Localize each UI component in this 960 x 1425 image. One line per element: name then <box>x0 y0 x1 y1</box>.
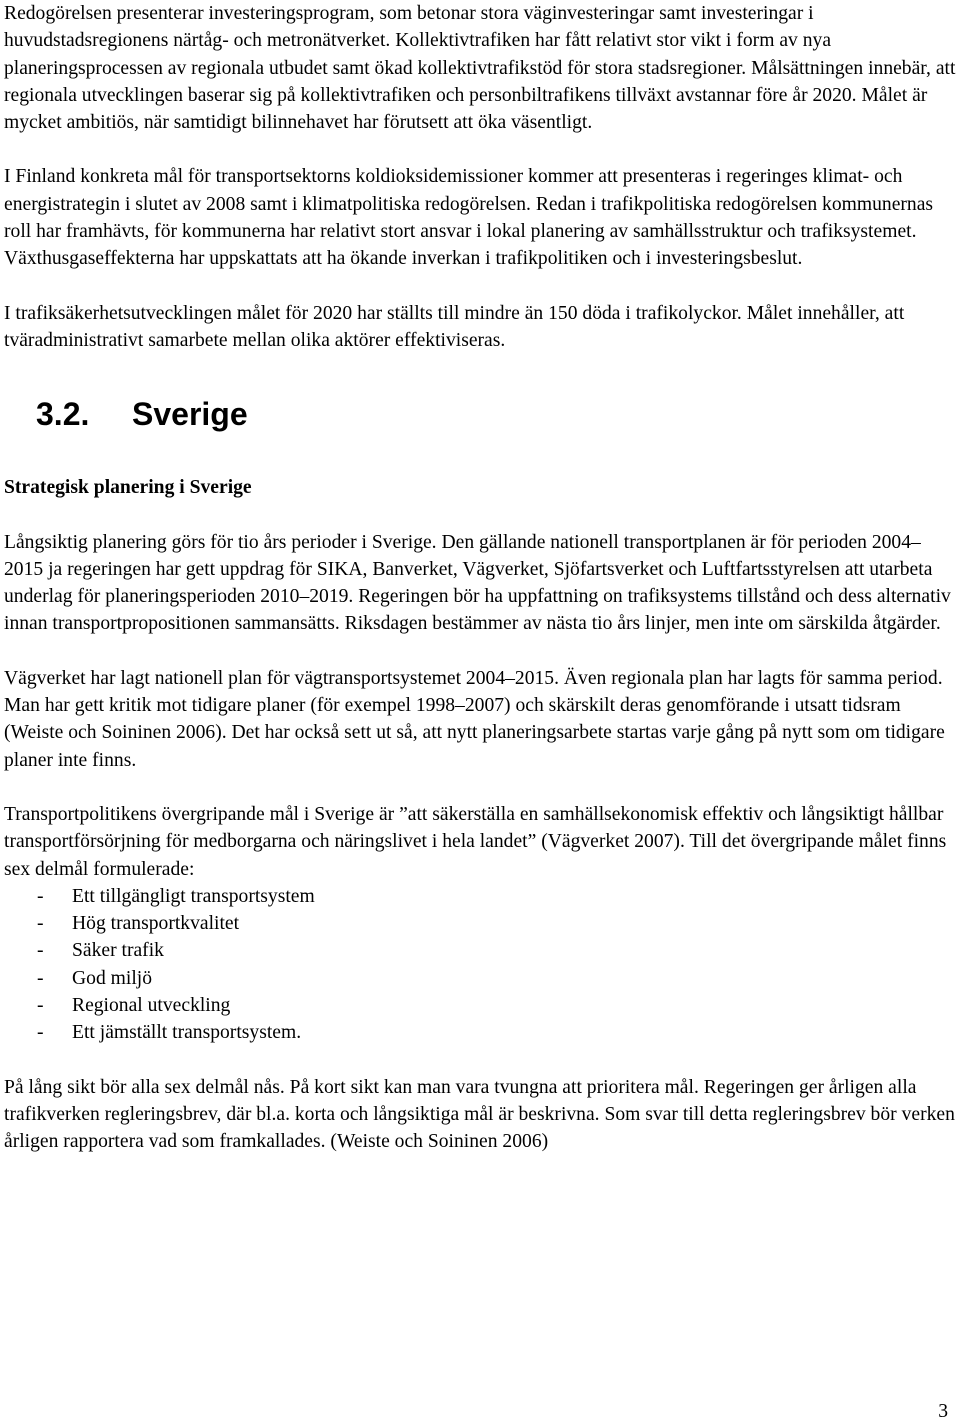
section-number: 3.2. <box>36 396 90 433</box>
list-dash: - <box>37 967 44 989</box>
list-dash: - <box>37 995 44 1017</box>
section-heading <box>36 394 956 434</box>
page-number: 3 <box>938 1401 948 1422</box>
paragraph-finland-safety: I trafiksäkerhetsutvecklingen målet för 2020 har ställts till mindre än 150 döda i trafikolyckor. Målet innehåller, att tväradministrativt samarbete mellan olika aktörer effektiviseras. <box>4 302 905 351</box>
list-item <box>4 965 956 992</box>
document-page <box>4 0 956 1156</box>
list-item <box>4 910 956 937</box>
paragraph-sweden-road-plan: Vägverket har lagt nationell plan för vägtransportsystemet 2004–2015. Även regionala plan har lagts för samma period. Man har gett kritik mot tidigare planer (för exempel 1998–2007) och skärskilt deras genomförande i utsatt tidsram (Weiste och Soininen 2006). Det har också sett ut så, att nytt planeringsarbete startas varje gång på nytt som om tidigare planer inte finns. <box>4 667 945 771</box>
paragraph-finland-investments: Redogörelsen presenterar investeringsprogram, som betonar stora väginvesteringar samt investeringar i huvudstadsregionens närtåg- och metronätverket. Kollektivtrafiken har fått relativt stor vikt i form av nya planeringsprocessen av regionala utbudet samt ökad kollektivtrafikstöd för stora stadsregioner. Målsättningen innebär, att regionala utvecklingen baserar sig på kollektivtrafiken och personbiltrafikens tillväxt avstannar före år 2020. Målet är mycket ambitiös, när samtidigt bilinnehavet har förutsett att öka väsentligt. <box>4 3 956 134</box>
sub-heading: Strategisk planering i Sverige <box>4 477 252 499</box>
list-item-text: Regional utveckling <box>72 995 231 1017</box>
list-dash: - <box>37 1022 44 1044</box>
list-item-text: Ett tillgängligt transportsystem <box>72 885 315 907</box>
list-item-text: Hög transportkvalitet <box>72 913 240 935</box>
section-title: Sverige <box>132 396 248 433</box>
list-item <box>4 1019 956 1046</box>
paragraph-sweden-planning: Långsiktig planering görs för tio års perioder i Sverige. Den gällande nationell transportplanen är för perioden 2004–2015 ja regeringen har gett uppdrag för SIKA, Banverket, Vägverket, Sjöfartsverket och Luftfartsstyrelsen att utarbeta underlag för planeringsperioden 2010–2019. Regeringen bör ha uppfattning on trafiksystems tillstånd och dess alternativ innan transportpropositionen sammansätts. Riksdagen bestämmer av nästa tio års linjer, men inte om särskilda åtgärder. <box>4 531 951 635</box>
list-item-text: Säker trafik <box>72 940 164 962</box>
list-item-text: Ett jämställt transportsystem. <box>72 1022 302 1044</box>
list-dash: - <box>37 913 44 935</box>
list-item <box>4 992 956 1019</box>
goals-list <box>4 883 956 1047</box>
paragraph-sweden-goals-intro: Transportpolitikens övergripande mål i Sverige är ”att säkerställa en samhällsekonomisk effektiv och långsiktigt hållbar transportförsörjning för medborgarna och näringslivet i hela landet” (Vägverket 2007). Till det övergripande målet finns sex delmål formulerade: <box>4 803 947 880</box>
paragraph-finland-emissions: I Finland konkreta mål för transportsektorns koldioksidemissioner kommer att presenteras i regeringes klimat- och energistrategin i slutet av 2008 samt i klimatpolitiska redogörelsen. Redan i trafikpolitiska redogörelsen kommunernas roll har framhävts, för kommunerna har relativt stort ansvar i lokal planering av samhällsstruktur och trafiksystemet. Växthusgaseffekterna har uppskattats att ha ökande inverkan i trafikpolitiken och i investeringsbeslut. <box>4 166 934 270</box>
list-item <box>4 937 956 964</box>
paragraph-sweden-regleringsbrev: På lång sikt bör alla sex delmål nås. På kort sikt kan man vara tvungna att prioritera mål. Regeringen ger årligen alla trafikverken regleringsbrev, där bl.a. korta och långsiktiga mål är beskrivna. Som svar till detta regleringsbrev bör verken årligen rapportera vad som framkallades. (Weiste och Soininen 2006) <box>4 1076 955 1153</box>
list-item <box>4 883 956 910</box>
list-dash: - <box>37 940 44 962</box>
list-dash: - <box>37 885 44 907</box>
list-item-text: God miljö <box>72 967 153 989</box>
